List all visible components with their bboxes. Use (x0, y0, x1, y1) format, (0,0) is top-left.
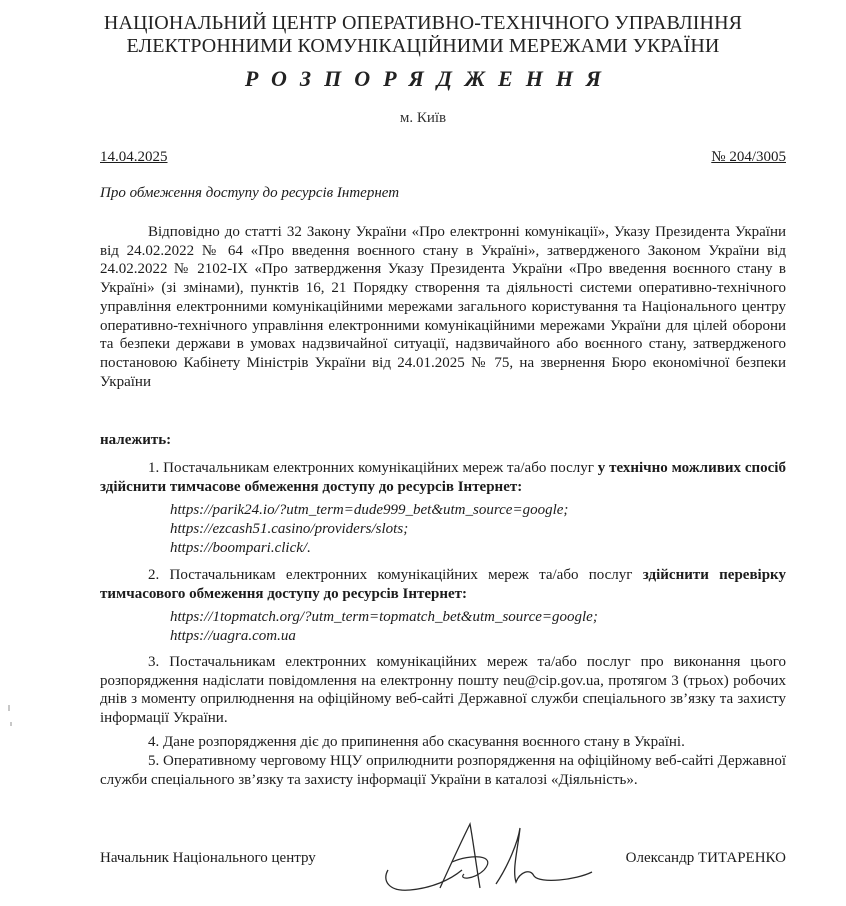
blocked-url: https://ezcash51.casino/providers/slots; (170, 521, 409, 537)
scan-artifact (10, 722, 12, 726)
document-type-title: РОЗПОРЯДЖЕННЯ (244, 66, 615, 91)
check-url: https://1topmatch.org/?utm_term=topmatch_bet&utm_source=google; (170, 609, 598, 625)
scan-artifact (8, 705, 10, 711)
order-item-1-text: 1. Постачальникам електронних комунікаційних мереж та/або послуг (148, 460, 598, 476)
blocked-url: https://boompari.click/. (170, 540, 311, 556)
org-name-line1: НАЦІОНАЛЬНИЙ ЦЕНТР ОПЕРАТИВНО-ТЕХНІЧНОГО УПРАВЛІННЯ (103, 12, 743, 34)
document-subject: Про обмеження доступу до ресурсів Інтернет (100, 185, 400, 201)
blocked-url: https://parik24.io/?utm_term=dude999_bet&utm_source=google; (170, 502, 569, 518)
preamble-paragraph: Відповідно до статті 32 Закону України «Про електронні комунікації», Указу Президента України від 24.02.2022 № 64 «Про введення воєнного стану в Україні», затвердженого Законом України від 24.02.2022 № 2102-IX «Про затвердження Указу Президента України «Про введення воєнного стану в Україні» (зі змінами), пунктів 16, 21 Порядку створення та діяльності системи оперативно-технічного управління електронними комунікаційними мережами загального користування та Національного центру оперативно-технічного управління електронними комунікаційними мережами України для цілей оборони та безпеки держави в умовах надзвичайної ситуації, надзвичайного або воєнного стану, затвердженого постановою Кабінету Міністрів України від 24.01.2025 № 75, на звернення Бюро економічної безпеки України (100, 224, 786, 390)
org-name-line2: ЕЛЕКТРОННИМИ КОМУНІКАЦІЙНИМИ МЕРЕЖАМИ УКРАЇНИ (126, 35, 720, 57)
handwritten-signature (380, 818, 600, 898)
check-url: https://uagra.com.ua (170, 628, 296, 644)
order-item-2-bold: здійснити перевірку тимчасового обмеження доступу до ресурсів Інтернет: (100, 567, 786, 602)
signer-position: Начальник Національного центру (100, 850, 316, 866)
order-item-2-text: 2. Постачальникам електронних комунікаційних мереж та/або послуг (148, 567, 643, 583)
document-date: 14.04.2025 (100, 149, 168, 165)
blocked-url-list (170, 501, 568, 558)
order-item-3: 3. Постачальникам електронних комунікаційних мереж та/або послуг про виконання цього розпорядження надіслати повідомлення на електронну пошту neu@cip.gov.ua, протягом 3 (трьох) робочих днів з моменту оприлюднення на офіційному веб-сайті Державної служби спеціального зв’язку та захисту інформації України. (100, 654, 786, 727)
document-number: № 204/3005 (711, 149, 786, 165)
order-item-5: 5. Оперативному черговому НЦУ оприлюднити розпорядження на офіційному веб-сайті Державної служби спеціального зв’язку та захисту інформації України в каталозі «Діяльність». (100, 753, 786, 788)
order-item-1 (100, 459, 786, 496)
order-item-1-bold: у технічно можливих спосіб здійснити тимчасове обмеження доступу до ресурсів Інтернет: (100, 460, 786, 495)
orders-label: належить: (100, 432, 172, 448)
order-item-4: 4. Дане розпорядження діє до припинення або скасування воєнного стану в Україні. (148, 734, 685, 750)
check-url-list (170, 608, 598, 646)
city: м. Київ (399, 110, 447, 126)
order-item-2 (100, 566, 786, 603)
signer-name: Олександр ТИТАРЕНКО (625, 850, 786, 866)
